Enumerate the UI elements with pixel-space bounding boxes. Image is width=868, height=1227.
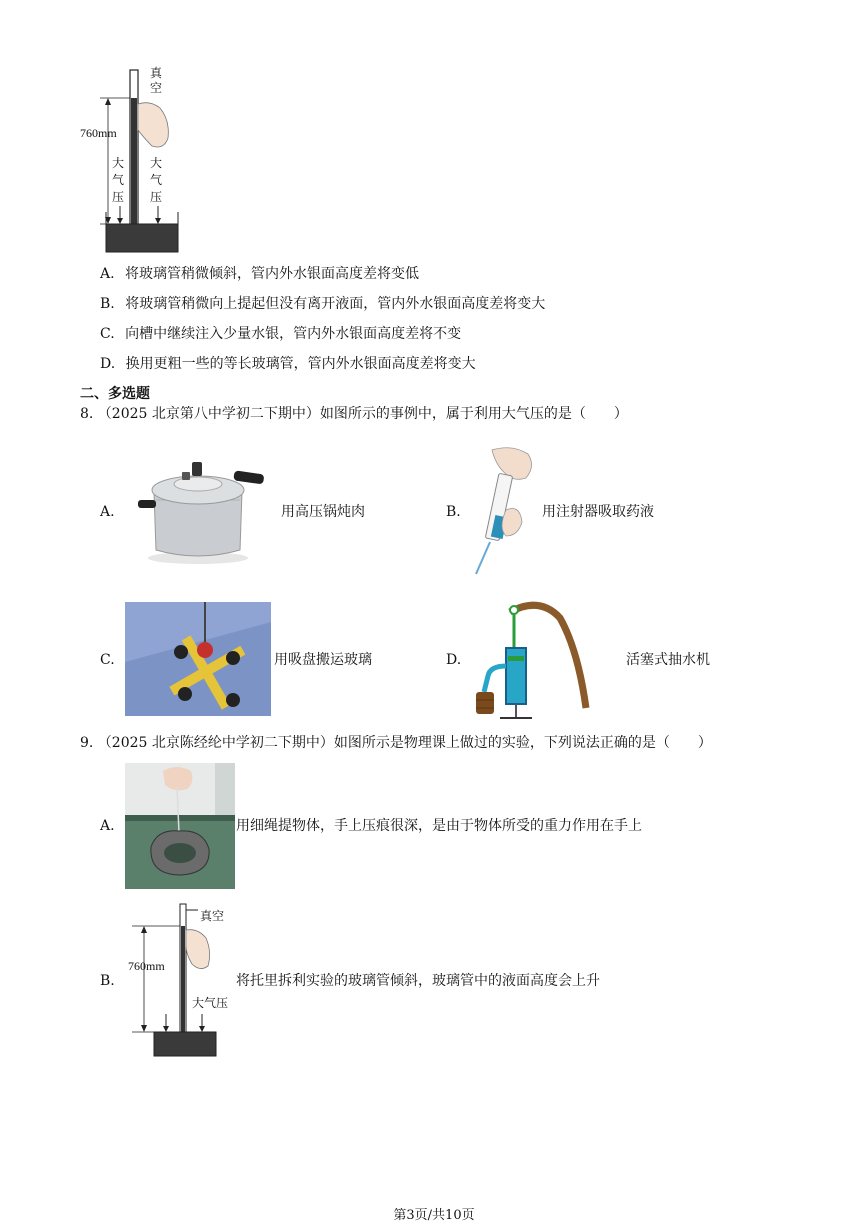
option-letter: D. bbox=[100, 356, 116, 372]
option-letter: C. bbox=[100, 326, 115, 342]
q9-text-b: 将托里拆利实验的玻璃管倾斜，玻璃管中的液面高度会上升 bbox=[236, 973, 600, 989]
q9-stem: 9. （2025 北京陈经纶中学初二下期中）如图所示是物理课上做过的实验，下列说法正确的是（ ） bbox=[80, 735, 712, 751]
label-pressure-left: 大气压 bbox=[112, 156, 125, 204]
torricelli-tilted-figure bbox=[126, 902, 236, 1058]
q8-letter-c: C. bbox=[100, 652, 115, 668]
q9-letter-a: A. bbox=[100, 818, 115, 834]
label-pressure-right: 大气压 bbox=[150, 156, 163, 204]
syringe-image bbox=[462, 444, 542, 578]
section-title: 二、多选题 bbox=[80, 386, 150, 402]
option-text: 换用更粗一些的等长玻璃管，管内外水银面高度差将变大 bbox=[125, 356, 476, 372]
q9-letter-b: B. bbox=[100, 973, 115, 989]
q8-text-d: 活塞式抽水机 bbox=[626, 652, 710, 668]
q7-option-b bbox=[100, 294, 545, 314]
q8-letter-a: A. bbox=[100, 504, 115, 520]
q9b-label-760mm: 760mm bbox=[128, 959, 165, 973]
q9b-label-pressure: 大气压 bbox=[192, 996, 229, 1010]
option-letter: B. bbox=[100, 296, 115, 312]
q8-text-a: 用高压锅炖肉 bbox=[281, 504, 365, 520]
option-text: 将玻璃管稍微向上提起但没有离开液面，管内外水银面高度差将变大 bbox=[125, 296, 546, 312]
q7-option-c bbox=[100, 324, 461, 344]
q8-text-b: 用注射器吸取药液 bbox=[542, 504, 654, 520]
q7-option-a bbox=[100, 264, 419, 284]
option-text: 向槽中继续注入少量水银，管内外水银面高度差将不变 bbox=[125, 326, 462, 342]
torricelli-figure-top bbox=[78, 64, 188, 256]
q8-text-c: 用吸盘搬运玻璃 bbox=[274, 652, 372, 668]
label-vacuum: 真空 bbox=[150, 66, 163, 95]
q9b-label-vacuum: 真空 bbox=[200, 909, 225, 923]
option-letter: A. bbox=[100, 266, 115, 282]
q8-letter-b: B. bbox=[446, 504, 461, 520]
suction-cup-image bbox=[125, 602, 271, 716]
water-pump-image bbox=[470, 600, 592, 720]
q7-option-d bbox=[100, 354, 476, 374]
q9-text-a: 用细绳提物体，手上压痕很深，是由于物体所受的重力作用在手上 bbox=[236, 818, 642, 834]
page-footer: 第3页/共10页 bbox=[393, 1208, 475, 1223]
q8-letter-d: D. bbox=[446, 652, 462, 668]
pressure-cooker-image bbox=[136, 454, 266, 566]
q8-stem: 8. （2025 北京第八中学初二下期中）如图所示的事例中，属于利用大气压的是（ ） bbox=[80, 406, 628, 422]
label-760mm: 760mm bbox=[80, 126, 117, 140]
option-text: 将玻璃管稍微倾斜，管内外水银面高度差将变低 bbox=[125, 266, 420, 282]
weight-lift-photo bbox=[125, 763, 235, 889]
